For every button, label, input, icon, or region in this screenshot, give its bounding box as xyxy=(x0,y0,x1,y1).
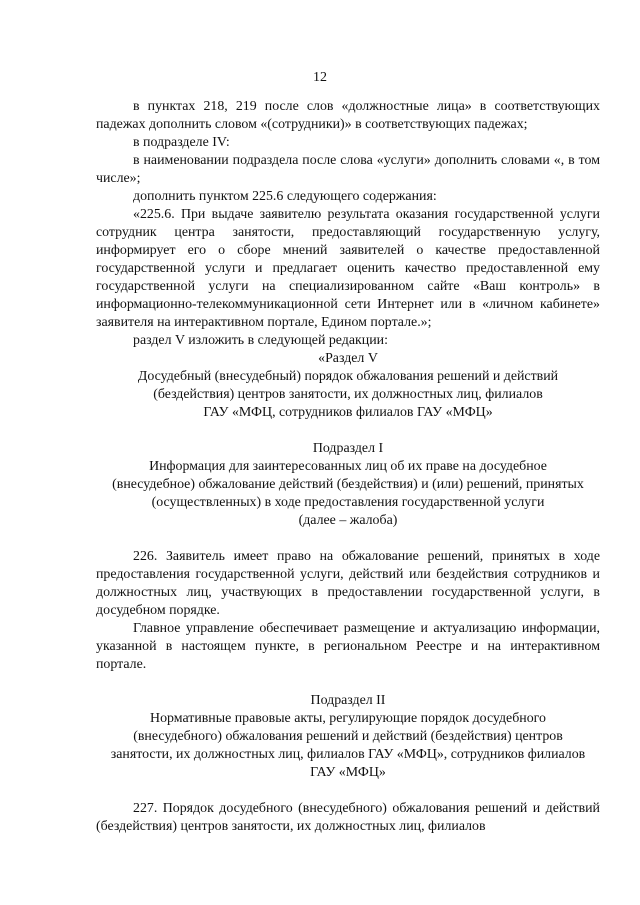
paragraph-225-6: «225.6. При выдаче заявителю результата оказания государственной услуги сотрудник центра занятости, предоставляющий государственную услугу, информирует его о сборе мнений заявителей о качестве предоставленной государственной услуги и предлагает оценить качество предоставленной ему государственной услуги на специализированном сайте «Ваш контроль» в информационно-телекоммуникационной сети Интернет или в «личном кабинете» заявителя на интерактивном портале, Едином портале.»; xyxy=(96,207,600,330)
paragraph-227: 227. Порядок досудебного (внесудебного) обжалования решений и действий (бездействия) центров занятости, их должностных лиц, филиалов xyxy=(96,801,600,834)
paragraph-226: 226. Заявитель имеет право на обжалование решений, принятых в ходе предоставления государственной услуги, действий или бездействия сотрудников и должностных лиц, участвующих в предоставлении государственной услуги, в досудебном порядке. xyxy=(96,549,600,618)
subsection-1-title xyxy=(96,458,600,530)
section-title-line: (бездействия) центров занятости, их должностных лиц, филиалов xyxy=(153,387,543,402)
paragraph-amend-218-219: в пунктах 218, 219 после слов «должностные лица» в соответствующих падежах дополнить словом «(сотрудники)» в соответствующих падежах; xyxy=(96,99,600,132)
section-title xyxy=(96,368,600,422)
document-body xyxy=(96,98,600,836)
subsection-title-line: (осуществленных) в ходе предоставления государственной услуги xyxy=(151,495,545,510)
section-title-line: Досудебный (внесудебный) порядок обжалования решений и действий xyxy=(137,369,559,384)
subsection-title-line: (внесудебного) обжалования решений и действий (бездействия) центров xyxy=(133,729,563,744)
subsection-title-line: (далее – жалоба) xyxy=(298,513,398,528)
section-title-line: ГАУ «МФЦ, сотрудников филиалов ГАУ «МФЦ» xyxy=(203,405,493,420)
subsection-title-line: (внесудебное) обжалование действий (бездействия) и (или) решений, принятых xyxy=(112,477,584,492)
subsection-title-line: занятости, их должностных лиц, филиалов ГАУ «МФЦ», сотрудников филиалов xyxy=(110,747,586,762)
subsection-title-line: Информация для заинтересованных лиц об их праве на досудебное xyxy=(149,459,547,474)
paragraph-226-publication: Главное управление обеспечивает размещение и актуализацию информации, указанной в настоящем пункте, в региональном Реестре и на интерактивном портале. xyxy=(96,621,600,672)
paragraph-section-v-intro: раздел V изложить в следующей редакции: xyxy=(133,333,388,348)
subsection-1-label: Подраздел I xyxy=(312,441,384,456)
subsection-title-line: ГАУ «МФЦ» xyxy=(310,765,386,780)
paragraph-add-225-6: дополнить пунктом 225.6 следующего содержания: xyxy=(133,189,437,204)
subsection-2-title xyxy=(96,710,600,782)
paragraph-subsection-title-amend: в наименовании подраздела после слова «услуги» дополнить словами «, в том числе»; xyxy=(96,153,600,186)
paragraph-subsection-iv: в подразделе IV: xyxy=(133,135,230,150)
page-number: 12 xyxy=(313,70,327,85)
subsection-title-line: Нормативные правовые акты, регулирующие порядок досудебного xyxy=(150,711,546,726)
subsection-2-label: Подраздел II xyxy=(310,693,386,708)
section-label: «Раздел V xyxy=(318,351,378,366)
